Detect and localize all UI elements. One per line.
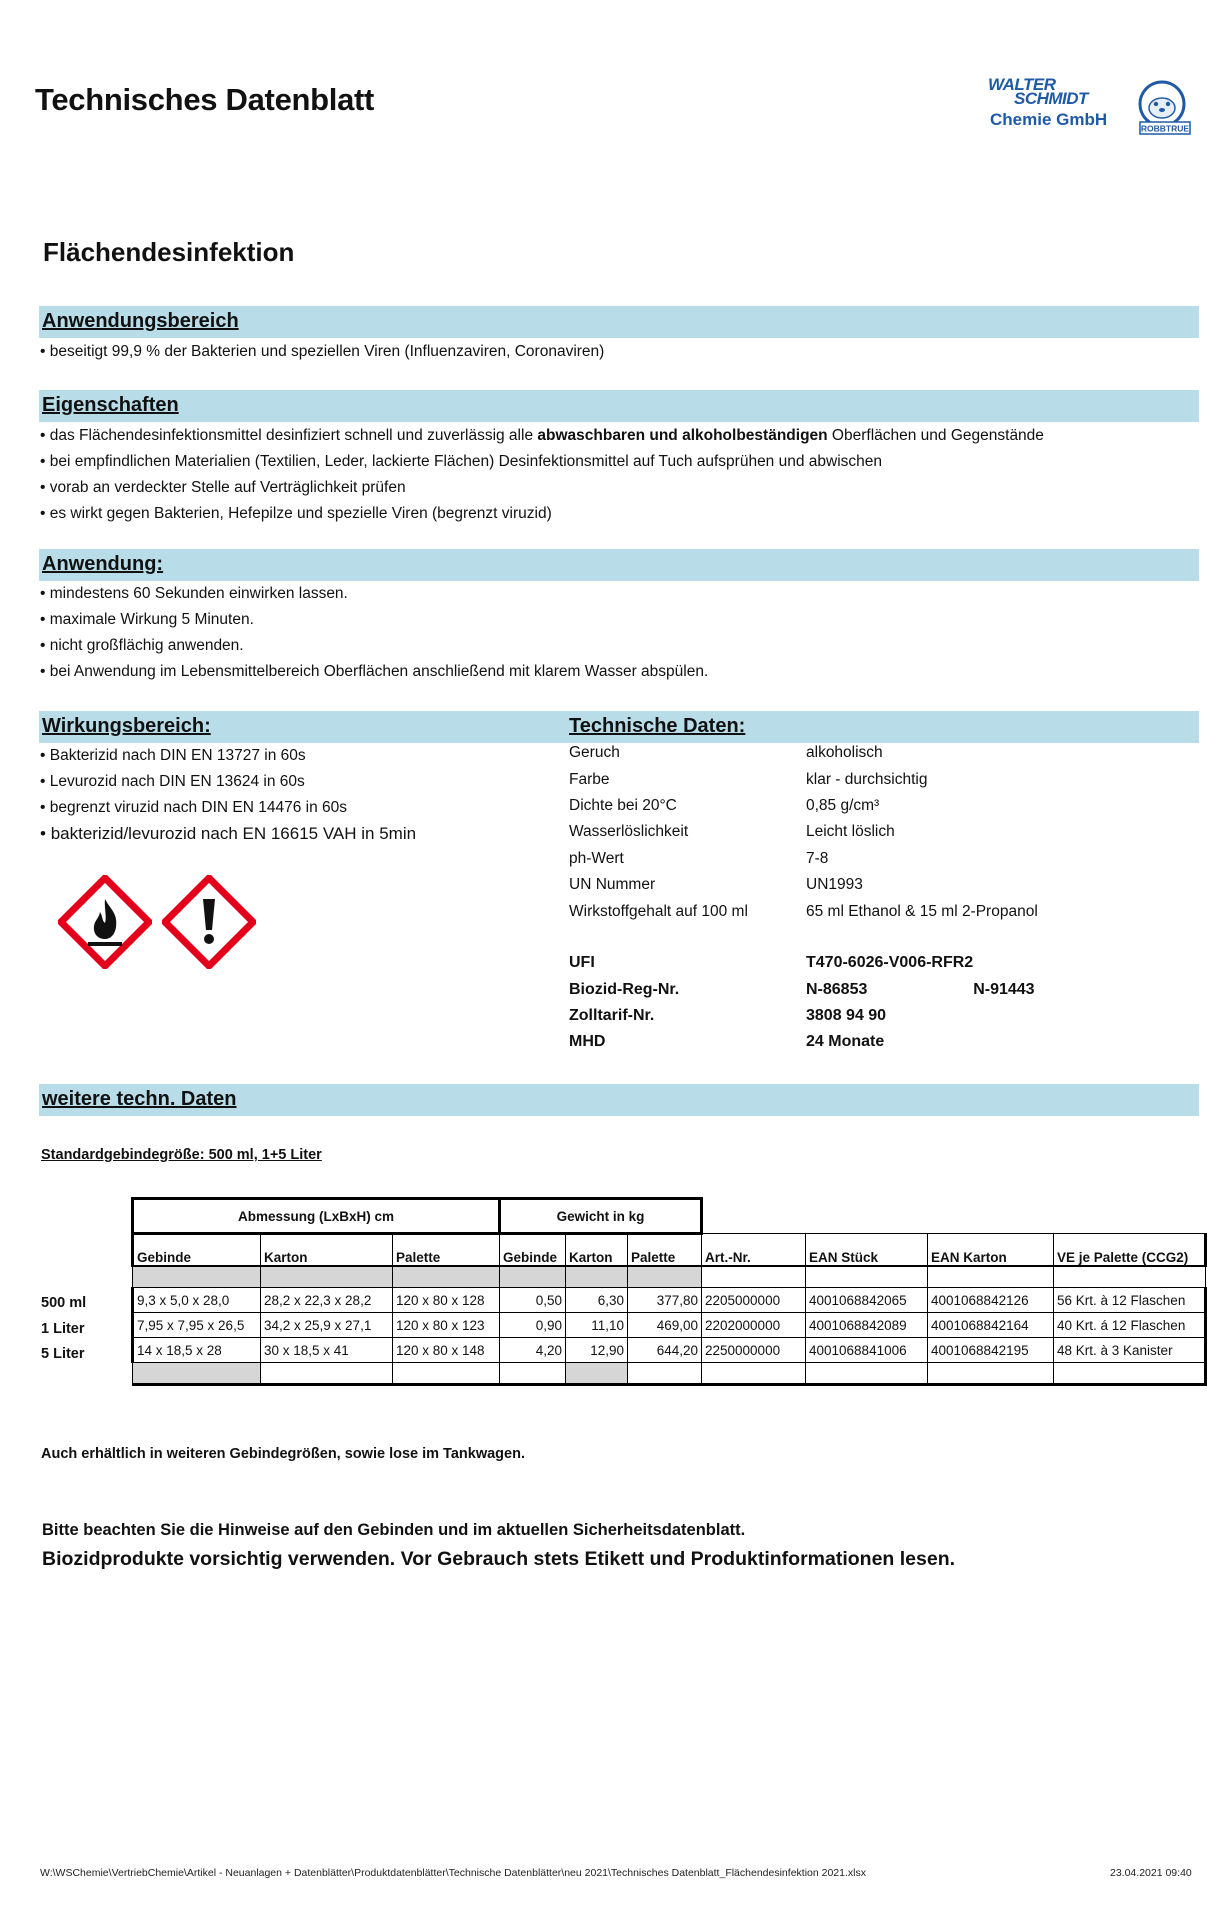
product-name: Flächendesinfektion: [43, 237, 295, 267]
table-cell: 14 x 18,5 x 28: [133, 1338, 261, 1363]
table-cell: 56 Krt. à 12 Flaschen: [1054, 1288, 1206, 1313]
section-band-weitere: [39, 1084, 1199, 1116]
gebinde-table-wrap: [131, 1197, 1207, 1386]
table-cell: 4001068841006: [806, 1338, 928, 1363]
row-label: 500 ml: [41, 1295, 87, 1311]
list-item: • Bakterizid nach DIN EN 13727 in 60s: [40, 743, 416, 769]
table-cell: 12,90: [566, 1338, 628, 1363]
table-row: [133, 1313, 1206, 1338]
tech-data-key: Dichte bei 20°C: [569, 796, 677, 814]
technische-daten-table: [569, 740, 1038, 925]
list-item: • bakterizid/levurozid nach EN 16615 VAH in 5min: [40, 821, 416, 847]
gebinde-row-labels: [41, 1291, 86, 1368]
anwendungsbereich-list: [40, 339, 604, 365]
table-row: [133, 1338, 1206, 1363]
logo-text-walter: WALTER: [988, 75, 1056, 94]
safety-hint-2: Biozidprodukte vorsichtig verwenden. Vor Gebrauch stets Etikett und Produktinformationen lesen.: [42, 1548, 956, 1570]
id-data-value-2: [973, 1003, 1034, 1029]
table-cell: 0,90: [500, 1313, 566, 1338]
table-cell: 0,50: [500, 1288, 566, 1313]
id-data-value-2: [973, 1029, 1034, 1055]
table-cell: 4,20: [500, 1338, 566, 1363]
tech-data-value: alkoholisch: [806, 744, 883, 762]
id-data-key: UFI: [569, 954, 595, 972]
column-header: Gebinde: [500, 1234, 566, 1267]
tech-data-value: Leicht löslich: [806, 823, 895, 841]
row-label: 1 Liter: [41, 1320, 85, 1337]
list-item: • das Flächendesinfektionsmittel desinfiziert schnell und zuverlässig alle abwaschbaren und alkoholbeständigen Oberflächen und Gegenstände: [40, 423, 1044, 449]
table-cell: 4001068842126: [928, 1288, 1054, 1313]
id-data-row: [569, 1029, 1035, 1055]
table-cell: 120 x 80 x 123: [393, 1313, 500, 1338]
id-data-row: [569, 976, 1035, 1002]
tech-data-key: Geruch: [569, 744, 620, 762]
list-item: • bei empfindlichen Materialien (Textilien, Leder, lackierte Flächen) Desinfektionsmittel auf Tuch aufsprühen und abwischen: [40, 449, 1044, 475]
table-cell: 2205000000: [702, 1288, 806, 1313]
header-spacer: [702, 1199, 1206, 1234]
table-cell: 11,10: [566, 1313, 628, 1338]
flame-pictogram-icon: [58, 875, 152, 969]
table-cell: 48 Krt. à 3 Kanister: [1054, 1338, 1206, 1363]
table-cell: 40 Krt. á 12 Flaschen: [1054, 1313, 1206, 1338]
table-cell: 644,20: [628, 1338, 702, 1363]
column-header: EAN Karton: [928, 1234, 1054, 1267]
section-title-anwendungsbereich: Anwendungsbereich: [42, 310, 239, 332]
id-data-row: [569, 950, 1035, 976]
id-data-row: [569, 1003, 1035, 1029]
id-data-value-2: [973, 950, 1034, 976]
column-header: Karton: [261, 1234, 393, 1267]
company-logo: [988, 76, 1198, 138]
list-item: • es wirkt gegen Bakterien, Hefepilze und spezielle Viren (begrenzt viruzid): [40, 501, 1044, 527]
list-item: • beseitigt 99,9 % der Bakterien und speziellen Viren (Influenzaviren, Coronaviren): [40, 339, 604, 365]
row-label: 5 Liter: [41, 1346, 85, 1362]
group-header-abmessung: Abmessung (LxBxH) cm: [133, 1199, 500, 1234]
tech-data-key: UN Nummer: [569, 876, 656, 894]
id-data-value: 3808 94 90: [806, 1006, 887, 1024]
list-item: • bei Anwendung im Lebensmittelbereich Oberflächen anschließend mit klarem Wasser abspülen.: [40, 659, 708, 685]
id-data-value: 24 Monate: [806, 1033, 885, 1051]
tech-data-row: [569, 740, 1038, 766]
list-item: • begrenzt viruzid nach DIN EN 14476 in 60s: [40, 795, 416, 821]
tech-data-row: [569, 819, 1038, 845]
id-data-value: N-86853: [806, 980, 868, 998]
seal-logo-icon: [1128, 78, 1196, 138]
section-band-eigenschaften: [39, 390, 1199, 422]
tech-data-key: ph-Wert: [569, 849, 624, 867]
table-cell: 377,80: [628, 1288, 702, 1313]
table-row: [133, 1288, 1206, 1313]
table-cell: 34,2 x 25,9 x 27,1: [261, 1313, 393, 1338]
table-cell: 120 x 80 x 128: [393, 1288, 500, 1313]
table-cell: 2202000000: [702, 1313, 806, 1338]
exclamation-pictogram-icon: [162, 875, 256, 969]
column-header: Art.-Nr.: [702, 1234, 806, 1267]
tech-data-key: Farbe: [569, 770, 610, 788]
tech-data-value: klar - durchsichtig: [806, 770, 928, 788]
logo-badge-text: ROBBTRUE: [1140, 123, 1190, 134]
id-data-key: Zolltarif-Nr.: [569, 1006, 655, 1024]
id-data-key: Biozid-Reg-Nr.: [569, 980, 680, 998]
table-cell: 4001068842065: [806, 1288, 928, 1313]
tech-data-row: [569, 793, 1038, 819]
list-item: • mindestens 60 Sekunden einwirken lassen.: [40, 581, 708, 607]
table-cell: 4001068842164: [928, 1313, 1054, 1338]
tech-data-value: 0,85 g/cm³: [806, 796, 880, 814]
tech-data-value: UN1993: [806, 876, 863, 894]
section-title-weitere: weitere techn. Daten: [42, 1088, 237, 1110]
section-band-anwendung: [39, 549, 1199, 581]
column-header: VE je Palette (CCG2): [1054, 1234, 1206, 1267]
list-item: • nicht großflächig anwenden.: [40, 633, 708, 659]
column-header: Palette: [393, 1234, 500, 1267]
table-cell: 6,30: [566, 1288, 628, 1313]
table-cell: 120 x 80 x 148: [393, 1338, 500, 1363]
section-title-wirkungsbereich: Wirkungsbereich:: [42, 715, 211, 737]
kennzeichnung-table: [569, 950, 1035, 1056]
column-header: Gebinde: [133, 1234, 261, 1267]
id-data-key: MHD: [569, 1033, 606, 1051]
page-title: Technisches Datenblatt: [35, 82, 375, 117]
column-header: EAN Stück: [806, 1234, 928, 1267]
table-cell: 4001068842195: [928, 1338, 1054, 1363]
tech-data-value: 7-8: [806, 849, 829, 867]
tech-data-row: [569, 872, 1038, 898]
column-header: Palette: [628, 1234, 702, 1267]
tech-data-row: [569, 898, 1038, 924]
tech-data-value: 65 ml Ethanol & 15 ml 2-Propanol: [806, 902, 1038, 920]
section-title-eigenschaften: Eigenschaften: [42, 394, 179, 416]
section-band-anwendungsbereich: [39, 306, 1199, 338]
table-cell: 469,00: [628, 1313, 702, 1338]
table-cell: 7,95 x 7,95 x 26,5: [133, 1313, 261, 1338]
table-cell: 28,2 x 22,3 x 28,2: [261, 1288, 393, 1313]
table-cell: 9,3 x 5,0 x 28,0: [133, 1288, 261, 1313]
id-data-value-2: N-91443: [973, 980, 1035, 998]
table-cell: 4001068842089: [806, 1313, 928, 1338]
tech-data-row: [569, 766, 1038, 792]
table-row-spacer-bottom: [133, 1363, 1206, 1385]
gebinde-table: [131, 1197, 1207, 1386]
table-column-headers: [133, 1234, 1206, 1267]
table-cell: 2250000000: [702, 1338, 806, 1363]
id-data-value: T470-6026-V006-RFR2: [806, 954, 974, 972]
eigenschaften-list: [40, 423, 1044, 527]
section-title-technische-daten: Technische Daten:: [569, 715, 746, 737]
tech-data-key: Wirkstoffgehalt auf 100 ml: [569, 902, 748, 920]
standard-gebinde-text: Standardgebindegröße: 500 ml, 1+5 Liter: [41, 1147, 322, 1163]
safety-hint-1: Bitte beachten Sie die Hinweise auf den Gebinden und im aktuellen Sicherheitsdatenblatt.: [42, 1521, 746, 1539]
logo-text-company: Chemie GmbH: [990, 110, 1108, 129]
list-item: • maximale Wirkung 5 Minuten.: [40, 607, 708, 633]
availability-note: Auch erhältlich in weiteren Gebindegrößen, sowie lose im Tankwagen.: [41, 1446, 525, 1462]
section-title-anwendung: Anwendung:: [42, 553, 164, 575]
anwendung-list: [40, 581, 708, 685]
footer-file-path: W:\WSChemie\VertriebChemie\Artikel - Neuanlagen + Datenblätter\Produktdatenblätter\Technische Datenblätter\neu 2021\Technisches Datenblatt_Flächendesinfektion 2021.xlsx: [40, 1867, 866, 1879]
table-row-spacer-top: [133, 1266, 1206, 1288]
tech-data-row: [569, 846, 1038, 872]
list-item: • Levurozid nach DIN EN 13624 in 60s: [40, 769, 416, 795]
logo-text-schmidt: SCHMIDT: [1014, 89, 1088, 108]
wirkungsbereich-list: [40, 743, 416, 847]
footer-date: 23.04.2021 09:40: [1110, 1867, 1192, 1879]
group-header-gewicht: Gewicht in kg: [500, 1199, 702, 1234]
section-band-wirkung-technik: [39, 711, 1199, 743]
column-header: Karton: [566, 1234, 628, 1267]
tech-data-key: Wasserlöslichkeit: [569, 823, 689, 841]
table-cell: 30 x 18,5 x 41: [261, 1338, 393, 1363]
list-item: • vorab an verdeckter Stelle auf Verträglichkeit prüfen: [40, 475, 1044, 501]
